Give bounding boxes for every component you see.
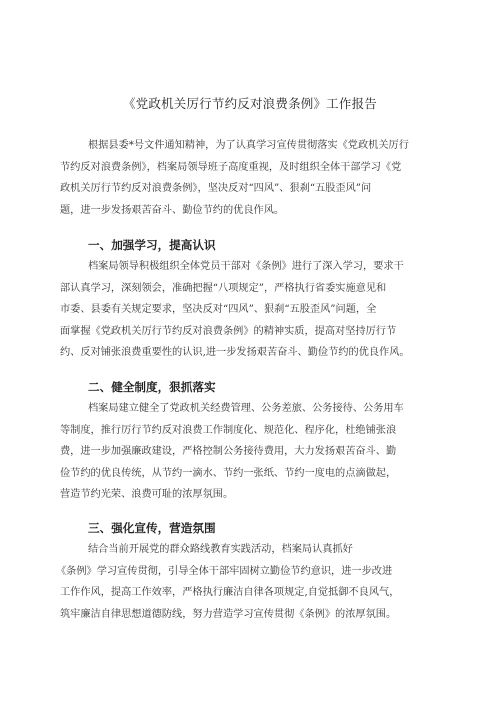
- paragraph-line: 结合当前开展党的群众路线教育实践活动，档案局认真抓好: [88, 544, 353, 555]
- paragraph-line: 《条例》学习宣传贯彻，引导全体干部牢固树立勤俭节约意识，进一步改进: [56, 565, 393, 577]
- paragraph-line: 俭节约的优良传统，从节约一滴水、节约一张纸、节约一度电的点滴做起，: [60, 467, 397, 479]
- paragraph-line: 等制度，推行厉行节约反对浪费工作制度化、规范化、程序化，杜绝铺张浪: [60, 424, 397, 436]
- paragraph-line: 营造节约光荣、浪费可耻的浓厚氛围。: [60, 489, 234, 501]
- section-1-paragraph: [60, 256, 441, 364]
- paragraph-line: 政机关厉行节约反对浪费条例》，坚决反对“四风”、狠刹“五股歪风”问: [60, 183, 372, 195]
- section-3-paragraph: [56, 539, 441, 625]
- intro-paragraph: [60, 135, 441, 221]
- paragraph-line: 档案局建立健全了党政机关经费管理、公务差旅、公务接待、公务用车: [88, 403, 404, 414]
- paragraph-line: 市委、县委有关规定要求，坚决反对“四风”、狠刹“五股歪风”问题，全: [60, 304, 377, 316]
- paragraph-line: 档案局领导积极组织全体党员干部对《条例》进行了深入学习，要求干: [88, 261, 404, 272]
- paragraph-line: 节约反对浪费条例》，档案局领导班子高度重视，及时组织全体干部学习《党: [60, 161, 402, 173]
- section-heading-3: 三、强化宣传，营造氛围: [88, 521, 216, 535]
- paragraph-line: 面掌握《党政机关厉行节约反对浪费条例》的精神实质，提高对坚持厉行节: [60, 325, 397, 337]
- section-2-paragraph: [60, 398, 441, 506]
- paragraph-line: 题，进一步发扬艰苦奋斗、勤俭节约的优良作风。: [60, 204, 285, 216]
- paragraph-line: 根据县委*号文件通知精神，为了认真学习宣传贯彻落实《党政机关厉行: [88, 140, 409, 151]
- document-title: 《党政机关厉行节约反对浪费条例》工作报告: [122, 96, 377, 111]
- paragraph-line: 工作作风，提高工作效率，严格执行廉洁自律各项规定,自觉抵御不良风气，: [60, 587, 400, 599]
- section-heading-1: 一、加强学习，提高认识: [88, 238, 216, 252]
- paragraph-line: 费，进一步加强廉政建设，严格控制公务接待费用，大力发扬艰苦奋斗、勤: [60, 446, 397, 458]
- paragraph-line: 部认真学习，深刻领会，准确把握“八项规定”，严格执行省委实施意见和: [60, 282, 387, 294]
- section-heading-2: 二、健全制度，狠抓落实: [88, 380, 216, 394]
- paragraph-line: 筑牢廉洁自律思想道德防线，努力营造学习宣传贯彻《条例》的浓厚氛围。: [60, 608, 397, 620]
- paragraph-line: 约、反对铺张浪费重要性的认识,进一步发扬艰苦奋斗、勤俭节约的优良作风。: [60, 347, 410, 359]
